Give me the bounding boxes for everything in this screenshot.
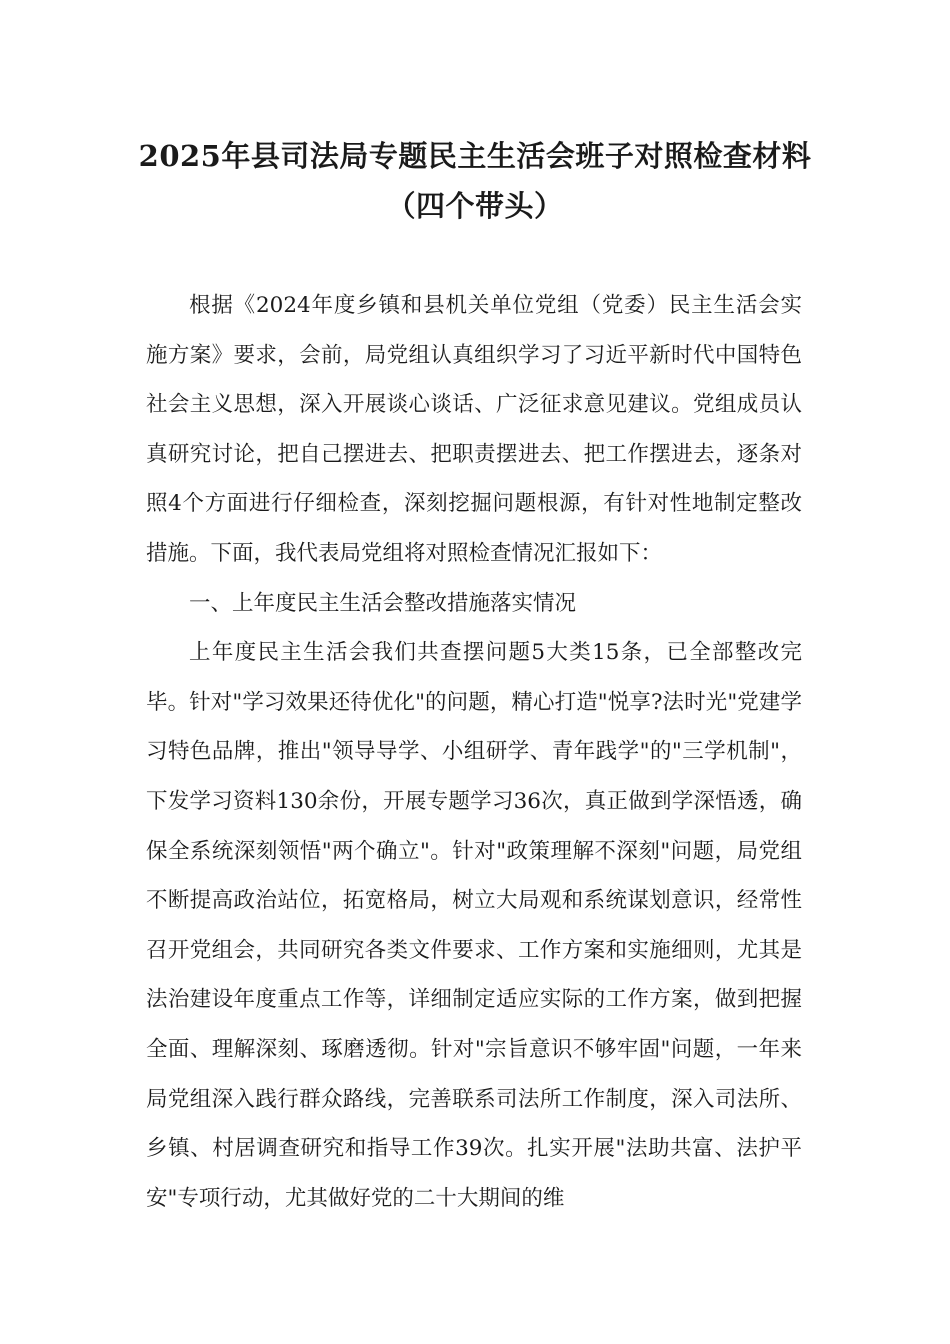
document-body — [146, 281, 802, 1223]
document-title — [100, 131, 850, 231]
paragraph-intro: 根据《2024年度乡镇和县机关单位党组（党委）民主生活会实施方案》要求，会前，局党组认真组织学习了习近平新时代中国特色社会主义思想，深入开展谈心谈话、广泛征求意见建议。党组成员认真研究讨论，把自己摆进去、把职责摆进去、把工作摆进去，逐条对照4个方面进行仔细检查，深刻挖掘问题根源，有针对性地制定整改措施。下面，我代表局党组将对照检查情况汇报如下： — [146, 293, 802, 566]
title-line-1: 2025年县司法局专题民主生活会班子对照检查材料 — [138, 139, 812, 173]
paragraph-rectification: 上年度民主生活会我们共查摆问题5大类15条，已全部整改完毕。针对"学习效果还待优化"的问题，精心打造"悦享?法时光"党建学习特色品牌，推出"领导导学、小组研学、青年践学"的"三学机制"，下发学习资料130余份，开展专题学习36次，真正做到学深悟透，确保全系统深刻领悟"两个确立"。针对"政策理解不深刻"问题，局党组不断提高政治站位，拓宽格局，树立大局观和系统谋划意识，经常性召开党组会，共同研究各类文件要求、工作方案和实施细则，尤其是法治建设年度重点工作等，详细制定适应实际的工作方案，做到把握全面、理解深刻、琢磨透彻。针对"宗旨意识不够牢固"问题，一年来局党组深入践行群众路线，完善联系司法所工作制度，深入司法所、乡镇、村居调查研究和指导工作39次。扎实开展"法助共富、法护平安"专项行动，尤其做好党的二十大期间的维 — [146, 640, 802, 1211]
title-line-2: （四个带头） — [386, 189, 564, 223]
section-heading-1: 一、上年度民主生活会整改措施落实情况 — [189, 590, 577, 616]
